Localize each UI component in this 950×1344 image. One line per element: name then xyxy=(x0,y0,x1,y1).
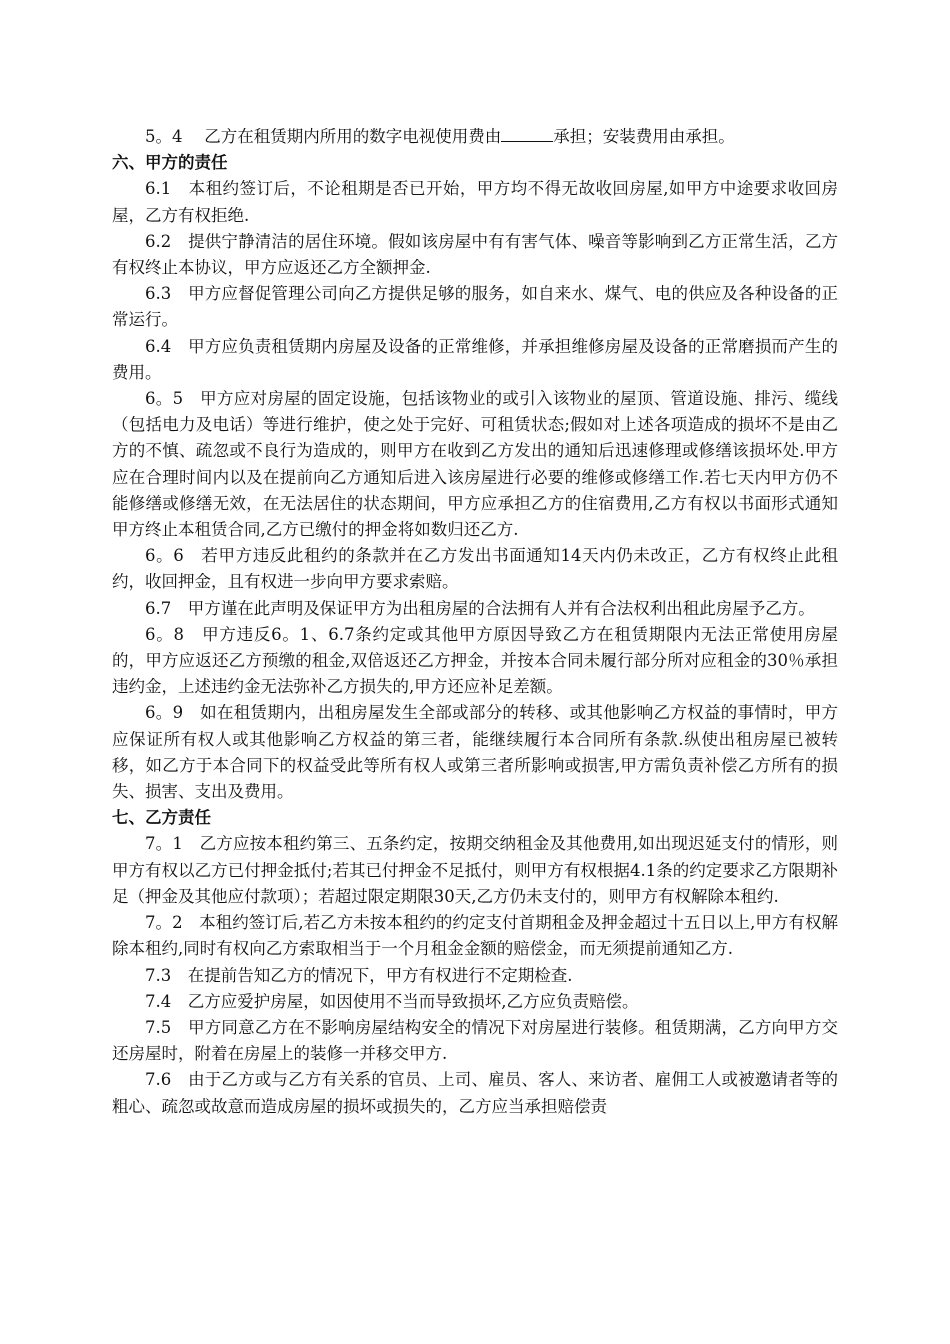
clause-6-5: 6。5 甲方应对房屋的固定设施，包括该物业的或引入该物业的屋顶、管道设施、排污、缆线（包括电力及电话）等进行维护，使之处于完好、可租赁状态;假如对上述各项造成的损坏不是由乙方的不慎、疏忽或不良行为造成的，则甲方在收到乙方发出的通知后迅速修理或修缮该损坏处.甲方应在合理时间内以及在提前向乙方通知后进入该房屋进行必要的维修或修缮工作.若七天内甲方仍不能修缮或修缮无效，在无法居住的状态期间，甲方应承担乙方的住宿费用,乙方有权以书面形式通知甲方终止本租赁合同,乙方已缴付的押金将如数归还乙方. xyxy=(112,389,838,540)
clause-7-6: 7.6 由于乙方或与乙方有关系的官员、上司、雇员、客人、来访者、雇佣工人或被邀请者等的粗心、疏忽或故意而造成房屋的损坏或损失的，乙方应当承担赔偿责 xyxy=(112,1070,838,1116)
clause-6-2: 6.2 提供宁静清洁的居住环境。假如该房屋中有有害气体、噪音等影响到乙方正常生活，乙方有权终止本协议，甲方应返还乙方全额押金. xyxy=(112,231,838,278)
clause-6-6: 6。6 若甲方违反此租约的条款并在乙方发出书面通知14天内仍未改正，乙方有权终止此租约，收回押金，且有权进一步向甲方要求索赔。 xyxy=(112,546,838,592)
clause-6-3: 6.3 甲方应督促管理公司向乙方提供足够的服务，如自来水、煤气、电的供应及各种设备的正常运行。 xyxy=(112,284,838,330)
clause-7-4: 7.4 乙方应爱护房屋，如因使用不当而导致损坏,乙方应负责赔偿。 xyxy=(145,991,639,1011)
clause-7-5: 7.5 甲方同意乙方在不影响房屋结构安全的情况下对房屋进行装修。租赁期满，乙方向甲方交还房屋时，附着在房屋上的装修一并移交甲方. xyxy=(112,1017,838,1064)
clause-6-7: 6.7 甲方谨在此声明及保证甲方为出租房屋的合法拥有人并有合法权利出租此房屋予乙方。 xyxy=(145,598,815,618)
clause-6-9: 6。9 如在租赁期内，出租房屋发生全部或部分的转移、或其他影响乙方权益的事情时，甲方应保证所有权人或其他影响乙方权益的第三者，能继续履行本合同所有条款.纵使出租房屋已被转移，如乙方于本合同下的权益受此等所有权人或第三者所影响或损害,甲方需负责补偿乙方所有的损失、损害、支出及费用。 xyxy=(112,703,838,802)
clause-5-4-text-a: 5。4 乙方在租赁期内所用的数字电视使用费由 xyxy=(145,127,502,146)
clause-7-2: 7。2 本租约签订后,若乙方未按本租约的约定支付首期租金及押金超过十五日以上,甲方有权解除本租约,同时有权向乙方索取相当于一个月租金金额的赔偿金，而无须提前通知乙方. xyxy=(112,913,838,959)
clause-6-8: 6。8 甲方违反6。1、6.7条约定或其他甲方原因导致乙方在租赁期限内无法正常使用房屋的，甲方应返还乙方预缴的租金,双倍返还乙方押金，并按本合同未履行部分所对应租金的30％承担违约金，上述违约金无法弥补乙方损失的,甲方还应补足差额。 xyxy=(112,624,838,697)
clause-5-4 xyxy=(112,123,838,150)
section-7-heading: 七、乙方责任 xyxy=(112,808,211,828)
section-6-heading: 六、甲方的责任 xyxy=(112,153,228,173)
blank-fill-line xyxy=(501,123,553,142)
clause-7-1: 7。1 乙方应按本租约第三、五条约定，按期交纳租金及其他费用,如出现迟延支付的情形，则甲方有权以乙方已付押金抵付;若其已付押金不足抵付，则甲方有权根据4.1条的约定要求乙方限期补足（押金及其他应付款项）；若超过限定期限30天,乙方仍未支付的，则甲方有权解除本租约. xyxy=(112,834,838,906)
clause-7-3: 7.3 在提前告知乙方的情况下，甲方有权进行不定期检查. xyxy=(145,965,573,985)
clause-5-4-text-b: 承担；安装费用由承担。 xyxy=(553,127,735,146)
clause-6-1: 6.1 本租约签订后，不论租期是否已开始，甲方均不得无故收回房屋,如甲方中途要求收回房屋，乙方有权拒绝. xyxy=(112,179,838,225)
clause-6-4: 6.4 甲方应负责租赁期内房屋及设备的正常维修，并承担维修房屋及设备的正常磨损而产生的费用。 xyxy=(112,336,838,382)
